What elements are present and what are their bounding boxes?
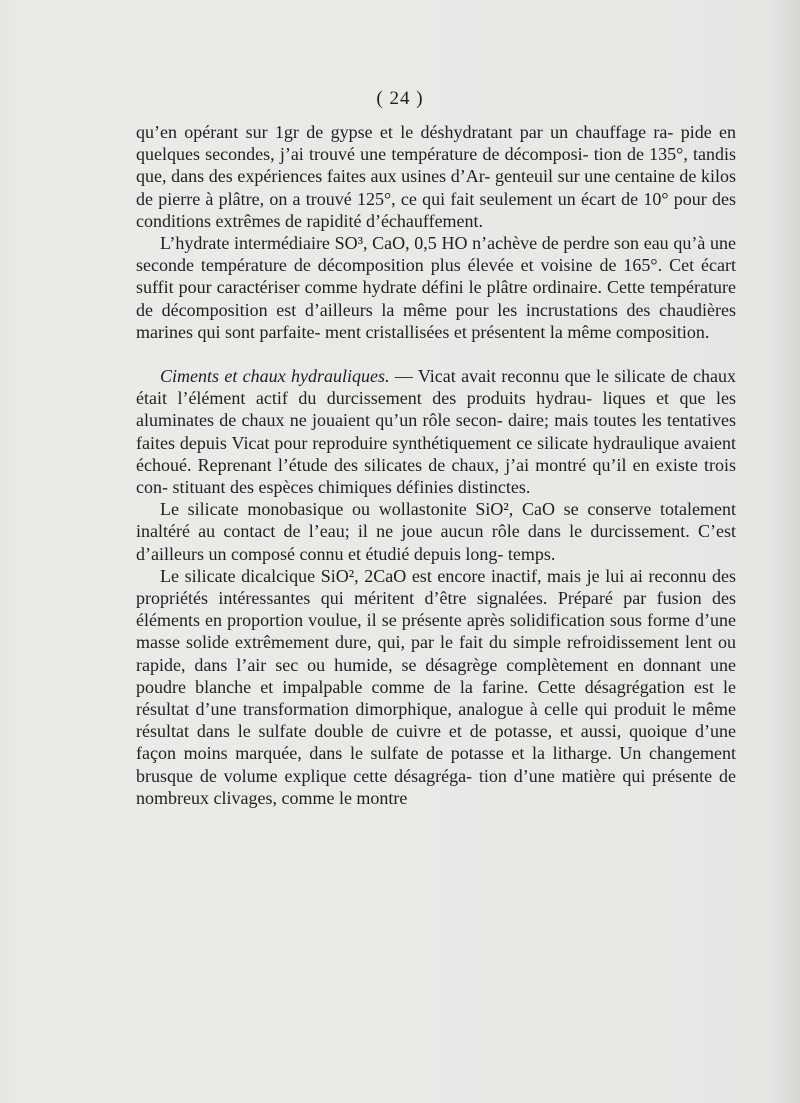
page-number: ( 24 ) [376,88,424,109]
line: rapidité d’échauffement. [306,210,484,231]
body-text [136,121,736,809]
line: Le silicate monobasique ou wollastonite SiO², CaO se conserve [160,499,652,520]
line: d’une transformation dimorphique, analogue à celle qui produit le [195,699,686,720]
line: et impalpable comme de la farine. Cette désagrégation est le résultat [136,676,736,720]
line: de chaux était l’élément actif du durcissement des produits hydrau- [136,366,737,409]
line: même pour les incrustations des chaudières marines qui sont parfaite- [136,299,737,342]
line: qui, par le fait du simple refroidissement lent ou rapide, dans l’air sec [136,632,736,675]
line: daire; mais toutes les tentatives faites depuis Vicat pour reproduire [136,410,736,453]
line: pide en quelques secondes, j’ai trouvé une température de décomposi- [136,122,737,165]
line: genteuil sur une centaine de kilos de pierre à plâtre, on a trouvé 125°, [136,166,737,209]
paragraph-4 [136,498,736,565]
line: ment cristallisées et présentent la même composition. [324,321,710,342]
line: Préparé par fusion des éléments en proportion voulue, il se présente [136,588,737,631]
paragraph-3 [136,365,736,498]
line: synthétiquement ce silicate hydraulique avaient échoué. Reprenant [136,432,736,475]
paragraph-5 [136,565,736,809]
line: temps. [507,543,556,564]
line: reconnu des propriétés intéressantes qui méritent d’être signalées. [136,565,737,609]
section-heading: Ciments et chaux hydrauliques. [160,366,390,387]
line: même résultat dans le sulfate double de cuivre et de potasse, et aussi, [136,699,736,742]
line: l’étude des silicates de chaux, j’ai montré qu’il en existe trois con- [136,454,736,498]
line: ou humide, se désagrège complètement en donnant une poudre blanche [136,654,737,697]
line: L’hydrate intermédiaire SO³, CaO, 0,5 HO n’achève de perdre son eau [160,233,669,254]
line: après solidification sous forme d’une masse solide extrêmement dure, [136,610,736,653]
line: de 165°. Cet écart suffit pour caractériser comme hydrate défini le [136,255,736,298]
line: qu’à une seconde température de décomposition plus élevée et voisine [136,233,736,276]
paragraph-1 [136,121,736,232]
line: ce qui fait seulement un écart de 10° pour des conditions extrêmes de [136,188,737,231]
line: liques et que les aluminates de chaux ne jouaient qu’un rôle secon- [136,388,736,431]
line: quoique d’une façon moins marquée, dans le sulfate de potasse et la [136,721,736,764]
line: plâtre ordinaire. Cette température de décomposition est d’ailleurs la [136,277,736,320]
line: durcissement. C’est d’ailleurs un composé connu et étudié depuis long- [136,521,736,564]
line: Le silicate dicalcique SiO², 2CaO est encore inactif, mais je lui ai [160,565,643,586]
line: litharge. Un changement brusque de volume explique cette désagréga- [136,743,737,786]
paragraph-2 [136,232,736,343]
line: totalement inaltéré au contact de l’eau; il ne joue aucun rôle dans le [136,499,737,542]
line: — Vicat avait reconnu que le silicate [389,366,666,387]
line: tion d’une matière qui présente de nombreux clivages, comme le montre [136,765,736,808]
line: stituant des espèces chimiques définies distinctes. [172,477,531,498]
line: tion de 135°, tandis que, dans des expériences faites aux usines d’Ar- [136,144,737,187]
line: qu’en opérant sur 1gr de gypse et le déshydratant par un chauffage ra- [136,122,674,142]
